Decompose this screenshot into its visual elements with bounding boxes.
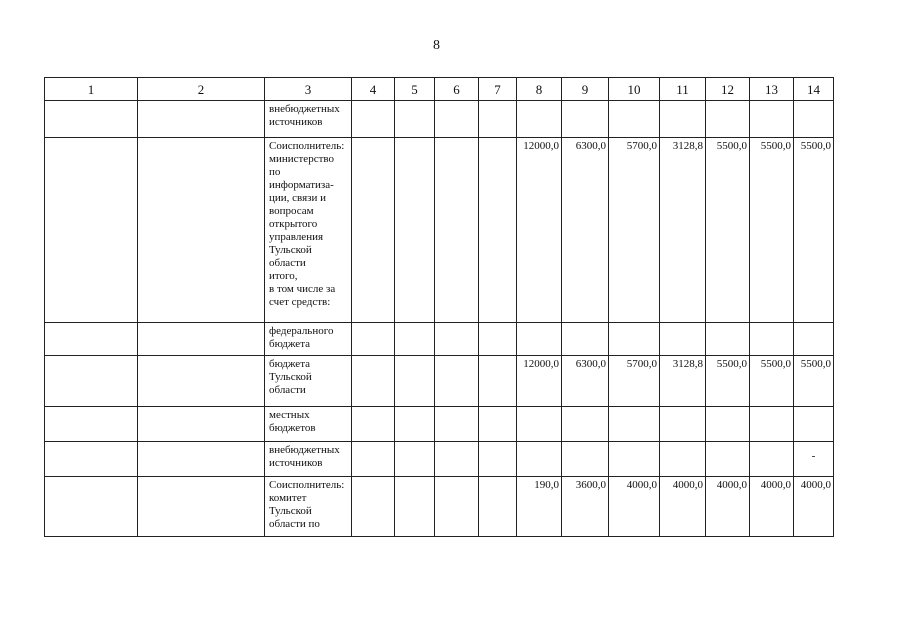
empty-cell [517, 101, 562, 138]
value-cell: 5500,0 [794, 356, 834, 407]
empty-cell [562, 407, 609, 442]
column-header: 8 [517, 78, 562, 101]
empty-cell [794, 407, 834, 442]
column-header: 13 [750, 78, 794, 101]
column-header: 9 [562, 78, 609, 101]
value-cell: 6300,0 [562, 356, 609, 407]
table-row [45, 477, 834, 537]
empty-cell [479, 138, 517, 323]
empty-cell [435, 407, 479, 442]
column-header: 6 [435, 78, 479, 101]
empty-cell [660, 101, 706, 138]
empty-cell [479, 442, 517, 477]
column-header: 3 [265, 78, 352, 101]
empty-cell [138, 407, 265, 442]
empty-cell [45, 323, 138, 356]
empty-cell [395, 477, 435, 537]
value-cell: 6300,0 [562, 138, 609, 323]
empty-cell [395, 323, 435, 356]
empty-cell [138, 442, 265, 477]
empty-cell [609, 101, 660, 138]
empty-cell [395, 407, 435, 442]
column-header: 11 [660, 78, 706, 101]
value-cell: 4000,0 [706, 477, 750, 537]
empty-cell [138, 356, 265, 407]
empty-cell [45, 138, 138, 323]
empty-cell [794, 101, 834, 138]
column-header: 4 [352, 78, 395, 101]
table-row [45, 138, 834, 323]
column-header: 12 [706, 78, 750, 101]
value-cell: 4000,0 [750, 477, 794, 537]
empty-cell [352, 101, 395, 138]
table-row [45, 101, 834, 138]
value-cell: 12000,0 [517, 356, 562, 407]
row-label: бюджета Тульской области [265, 356, 352, 407]
empty-cell [352, 323, 395, 356]
empty-cell [395, 356, 435, 407]
empty-cell [395, 101, 435, 138]
row-label: федерального бюджета [265, 323, 352, 356]
table-row [45, 356, 834, 407]
empty-cell [395, 138, 435, 323]
row-label: внебюджетных источников [265, 442, 352, 477]
column-header: 14 [794, 78, 834, 101]
empty-cell [138, 101, 265, 138]
empty-cell [706, 407, 750, 442]
empty-cell [562, 101, 609, 138]
empty-cell [517, 407, 562, 442]
row-label: Соисполнитель: министерство по информатиза- ции, связи и вопросам открытого управления Тульской области итого, в том числе за счет средств: [265, 138, 352, 323]
value-cell: 4000,0 [660, 477, 706, 537]
empty-cell [706, 101, 750, 138]
empty-cell [435, 442, 479, 477]
empty-cell [562, 323, 609, 356]
column-header: 5 [395, 78, 435, 101]
column-header: 2 [138, 78, 265, 101]
empty-cell [750, 101, 794, 138]
empty-cell [609, 407, 660, 442]
empty-cell [660, 442, 706, 477]
empty-cell [517, 323, 562, 356]
empty-cell [352, 477, 395, 537]
empty-cell [479, 407, 517, 442]
empty-cell [45, 442, 138, 477]
empty-cell [609, 323, 660, 356]
value-cell: 5500,0 [750, 356, 794, 407]
empty-cell [479, 356, 517, 407]
budget-table [44, 77, 834, 537]
value-cell: 5500,0 [706, 356, 750, 407]
value-cell: 4000,0 [794, 477, 834, 537]
empty-cell [435, 477, 479, 537]
value-cell: 5500,0 [706, 138, 750, 323]
value-cell: 3600,0 [562, 477, 609, 537]
value-cell: 4000,0 [609, 477, 660, 537]
value-cell: 5700,0 [609, 356, 660, 407]
empty-cell [138, 138, 265, 323]
value-cell: 12000,0 [517, 138, 562, 323]
empty-cell [660, 407, 706, 442]
row-label: местных бюджетов [265, 407, 352, 442]
empty-cell [660, 323, 706, 356]
column-header: 10 [609, 78, 660, 101]
empty-cell [352, 356, 395, 407]
empty-cell [562, 442, 609, 477]
empty-cell [45, 356, 138, 407]
empty-cell [706, 442, 750, 477]
value-cell: 5700,0 [609, 138, 660, 323]
row-label: внебюджетных источников [265, 101, 352, 138]
empty-cell [794, 323, 834, 356]
empty-cell [609, 442, 660, 477]
row-label: Соисполнитель: комитет Тульской области по [265, 477, 352, 537]
table-row [45, 442, 834, 477]
empty-cell [352, 407, 395, 442]
empty-cell [750, 442, 794, 477]
empty-cell [138, 477, 265, 537]
value-cell: 190,0 [517, 477, 562, 537]
value-cell: 5500,0 [750, 138, 794, 323]
empty-cell [435, 323, 479, 356]
column-header: 1 [45, 78, 138, 101]
empty-cell [479, 323, 517, 356]
empty-cell [435, 138, 479, 323]
empty-cell [45, 477, 138, 537]
empty-cell [479, 477, 517, 537]
empty-cell [45, 101, 138, 138]
empty-cell [479, 101, 517, 138]
page-number: 8 [433, 38, 440, 53]
empty-cell [138, 323, 265, 356]
empty-cell [352, 442, 395, 477]
table-row [45, 407, 834, 442]
column-header: 7 [479, 78, 517, 101]
empty-cell [395, 442, 435, 477]
empty-cell [517, 442, 562, 477]
table-row [45, 323, 834, 356]
empty-cell [750, 323, 794, 356]
table-header-row [45, 78, 834, 101]
value-cell: 3128,8 [660, 356, 706, 407]
value-cell: 5500,0 [794, 138, 834, 323]
value-cell: - [794, 442, 834, 477]
empty-cell [352, 138, 395, 323]
value-cell: 3128,8 [660, 138, 706, 323]
empty-cell [750, 407, 794, 442]
empty-cell [45, 407, 138, 442]
empty-cell [706, 323, 750, 356]
empty-cell [435, 101, 479, 138]
empty-cell [435, 356, 479, 407]
